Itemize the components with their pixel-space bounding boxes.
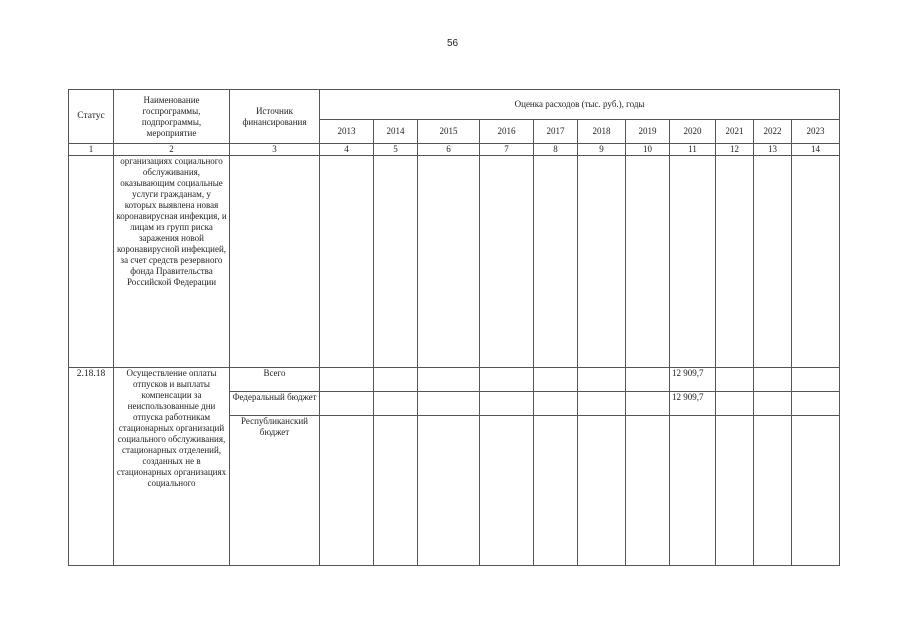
- table-cell: [716, 156, 754, 368]
- measure-status: 2.18.18: [69, 368, 114, 566]
- column-number: 9: [578, 144, 626, 156]
- table-cell: [374, 156, 418, 368]
- year-2022: 2022: [754, 120, 792, 144]
- year-2018: 2018: [578, 120, 626, 144]
- value-cell: [754, 416, 792, 566]
- continued-row: [69, 156, 840, 368]
- year-2021: 2021: [716, 120, 754, 144]
- column-number: 2: [114, 144, 230, 156]
- column-number: 11: [670, 144, 716, 156]
- column-number: 4: [320, 144, 374, 156]
- value-cell-2020: [670, 416, 716, 566]
- value-cell: [792, 368, 840, 392]
- value-cell: [534, 416, 578, 566]
- value-cell: [418, 392, 480, 416]
- value-cell: [320, 392, 374, 416]
- header-status: Статус: [69, 90, 114, 144]
- value-cell: [792, 416, 840, 566]
- table-cell: [480, 156, 534, 368]
- value-cell: [418, 368, 480, 392]
- column-number: 3: [230, 144, 320, 156]
- source-label: Республиканский бюджет: [230, 416, 320, 566]
- table-cell: [320, 156, 374, 368]
- column-number-row: [69, 144, 840, 156]
- value-cell-2020: 12 909,7: [670, 368, 716, 392]
- value-cell: [626, 392, 670, 416]
- measure-description: Осуществление оплаты отпусков и выплаты компенсации за неиспользованные дни отпуска работникам стационарных организаций социального обслуживания, стационарных отделений, созданных не в стационарных организациях социального: [114, 368, 230, 566]
- source-label: Федеральный бюджет: [230, 392, 320, 416]
- value-cell: [754, 392, 792, 416]
- year-2020: 2020: [670, 120, 716, 144]
- header-source: Источник финансирования: [230, 90, 320, 144]
- value-cell: [578, 416, 626, 566]
- value-cell: [374, 392, 418, 416]
- value-cell-2020: 12 909,7: [670, 392, 716, 416]
- value-cell: [534, 368, 578, 392]
- column-number: 7: [480, 144, 534, 156]
- table-cell: [534, 156, 578, 368]
- year-2013: 2013: [320, 120, 374, 144]
- value-cell: [716, 368, 754, 392]
- value-cell: [480, 392, 534, 416]
- header-name: Наименование госпрограммы, подпрограммы, мероприятие: [114, 90, 230, 144]
- column-number: 12: [716, 144, 754, 156]
- year-2017: 2017: [534, 120, 578, 144]
- table-cell: [792, 156, 840, 368]
- value-cell: [480, 368, 534, 392]
- value-cell: [534, 392, 578, 416]
- table-cell: [578, 156, 626, 368]
- budget-table: [68, 89, 840, 566]
- value-cell: [578, 368, 626, 392]
- column-number: 1: [69, 144, 114, 156]
- table-cell: [626, 156, 670, 368]
- value-cell: [754, 368, 792, 392]
- column-number: 8: [534, 144, 578, 156]
- header-row: [69, 90, 840, 120]
- value-cell: [716, 392, 754, 416]
- year-2015: 2015: [418, 120, 480, 144]
- value-cell: [792, 392, 840, 416]
- value-cell: [480, 416, 534, 566]
- header-estimate: Оценка расходов (тыс. руб.), годы: [320, 90, 840, 120]
- table-cell: [230, 156, 320, 368]
- year-2019: 2019: [626, 120, 670, 144]
- column-number: 14: [792, 144, 840, 156]
- value-cell: [578, 392, 626, 416]
- value-cell: [374, 416, 418, 566]
- continued-description: организациях социального обслуживания, оказывающим социальные услуги гражданам, у которых выявлена новая коронавирусная инфекция, и лицам из групп риска заражения новой коронавирусной инфекцией, за счет средств резервного фонда Правительства Российской Федерации: [114, 156, 230, 368]
- column-number: 10: [626, 144, 670, 156]
- table-cell: [754, 156, 792, 368]
- value-cell: [320, 368, 374, 392]
- value-cell: [418, 416, 480, 566]
- year-2014: 2014: [374, 120, 418, 144]
- table-cell: [418, 156, 480, 368]
- value-cell: [716, 416, 754, 566]
- column-number: 5: [374, 144, 418, 156]
- source-label: Всего: [230, 368, 320, 392]
- year-2016: 2016: [480, 120, 534, 144]
- value-cell: [374, 368, 418, 392]
- page-number: 56: [446, 38, 459, 49]
- year-2023: 2023: [792, 120, 840, 144]
- value-cell: [626, 416, 670, 566]
- value-cell: [626, 368, 670, 392]
- continued-status-cell: [69, 156, 114, 368]
- source-row-total: [69, 368, 840, 392]
- table-cell: [670, 156, 716, 368]
- column-number: 6: [418, 144, 480, 156]
- column-number: 13: [754, 144, 792, 156]
- value-cell: [320, 416, 374, 566]
